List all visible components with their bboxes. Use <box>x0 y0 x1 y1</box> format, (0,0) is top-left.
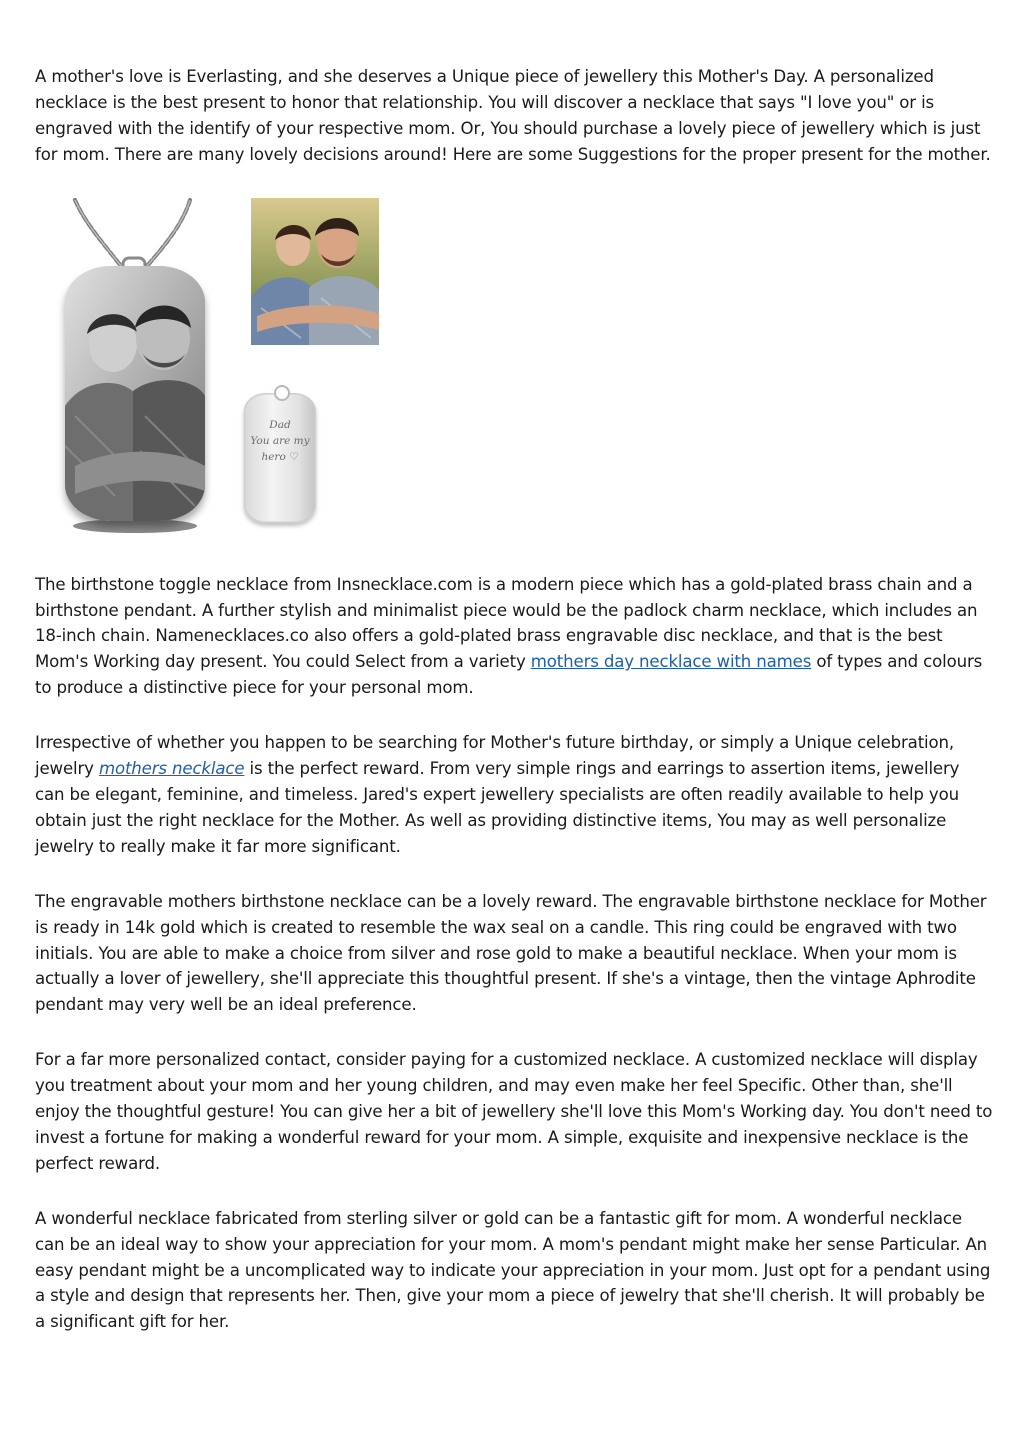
link-mothers-necklace[interactable]: mothers necklace <box>98 759 245 779</box>
family-photo-icon <box>251 198 379 345</box>
engraved-portrait-icon <box>65 266 205 521</box>
photo-original-color <box>251 198 379 345</box>
article <box>35 64 993 1335</box>
text-span: of types and colours to produce a distinctive piece for your personal mom. <box>35 652 983 698</box>
text-span: Irrespective of whether you happen to be searching for Mother's future birthday, or simply a Unique celebration, jewelry <box>35 733 955 779</box>
text-span: is the perfect reward. From very simple rings and earrings to assertion items, jewellery can be elegant, feminine, and timeless. Jared's expert jewellery specialists are often readily available to help you obtain just the right necklace for the Mother. As well as providing distinctive items, You may as well personalize jewelry to really make it far more significant. <box>35 759 960 856</box>
paragraph-intro: A mother's love is Everlasting, and she deserves a Unique piece of jewellery this Mother's Day. A personalized necklace is the best present to honor that relationship. You will discover a necklace that says "I love you" or is engraved with the identify of your respective mom. Or, You should purchase a lovely piece of jewellery which is just for mom. There are many lovely decisions around! Here are some Suggestions for the proper present for the mother. <box>35 67 991 164</box>
link-mothers-day-necklace-with-names[interactable]: mothers day necklace with names <box>530 652 812 672</box>
paragraph-jewelry-reward <box>35 730 993 860</box>
tag-hole-icon <box>274 385 290 401</box>
text-span: The birthstone toggle necklace from Insnecklace.com is a modern piece which has a gold-plated brass chain and a birthstone pendant. A further stylish and minimalist piece would be the padlock charm necklace, which includes an 18-inch chain. Namenecklaces.co also offers a gold-plated brass engravable disc necklace, and that is the best Mom's Working day present. You could Select from a variety <box>35 574 978 672</box>
paragraph-customized-necklace: For a far more personalized contact, consider paying for a customized necklace. A customized necklace will display you treatment about your mom and her young children, and may even make her feel Specific. Other than, she'll enjoy the thoughtful gesture! You can give her a bit of jewellery she'll love this Mom's Working day. You don't need to invest a fortune for making a wonderful reward for your mom. A simple, exquisite and inexpensive necklace is the perfect reward. <box>35 1050 993 1173</box>
paragraph-birthstone-toggle <box>35 572 993 702</box>
photo-dogtag-pendant <box>35 198 230 540</box>
dogtag-engraved-photo <box>65 266 205 521</box>
dogtag-engraved-back <box>244 393 316 523</box>
paragraph-engravable-birthstone: The engravable mothers birthstone necklace can be a lovely reward. The engravable birthstone necklace for Mother is ready in 14k gold which is created to resemble the wax seal on a candle. This ring could be engraved with two initials. You are able to make a choice from silver and rose gold to make a beautiful necklace. When your mom is actually a lover of jewellery, she'll appreciate this thoughtful present. If she's a vintage, then the vintage Aphrodite pendant may very well be an ideal preference. <box>35 891 987 1015</box>
product-figure <box>35 198 993 540</box>
tag-engraving-text: Dad You are my hero ♡ <box>250 418 310 463</box>
paragraph-sterling-silver: A wonderful necklace fabricated from sterling silver or gold can be a fantastic gift for mom. A wonderful necklace can be an ideal way to show your appreciation for your mom. A mom's pendant might make her sense Particular. An easy pendant might be a uncomplicated way to indicate your appreciation in your mom. Just opt for a pendant using a style and design that represents her. Then, give your mom a piece of jewelry that she'll cherish. It will probably be a significant gift for her. <box>35 1208 991 1332</box>
